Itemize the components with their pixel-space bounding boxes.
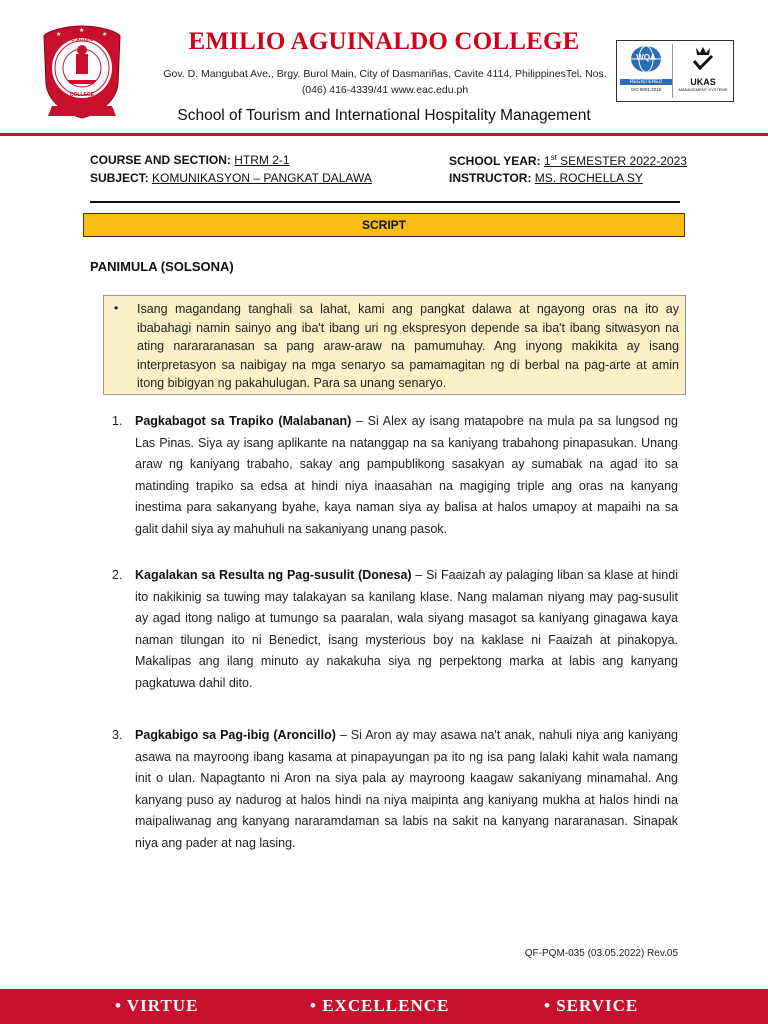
intro-text: Isang magandang tanghali sa lahat, kami ang pangkat dalawa at ngayong oras na ito ay ibabahagi namin sainyo ang iba't ibang uri ng ekspresyon depende sa iba't ibang sitwasyon na ating narararanasan sa pang araw-araw na pamumuhay. Ang inyong makikita ay isang interpretasyon sa naibigay na mga senaryo sa pamamagitan ng di berbal na pag-arte at amin itong bibigyan ng pakahulugan. Para sa unang senaryo. (137, 302, 679, 391)
certification-badges (616, 40, 734, 102)
item-title: Pagkabigo sa Pag-ibig (Aroncillo) (135, 728, 336, 742)
footer-excellence: • EXCELLENCE (310, 996, 450, 1015)
college-name: EMILIO AGUINALDO COLLEGE (188, 28, 580, 55)
course-label: COURSE AND SECTION: (90, 153, 231, 167)
item-title: Pagkabagot sa Trapiko (Malabanan) (135, 414, 352, 428)
wqa-iso: ISO 9001:2015 (630, 87, 662, 92)
item-text: – Si Aron ay may asawa na't anak, nahuli niya ang kaniyang asawa na mayroong ibang kasama at pinapayungan pa ito ng isa pang lalaki kahit wala namang init o ulan. Napagtanto ni Aron na siya pala ay mayroong kaagaw sakaniyang minamahal. Ang kanyang puso ay nadurog at halos hindi na niya maipinta ang kaniyang mukha at halos hindi na maipaliwanag ang kanyang nararamdaman sa labis na sakit na kanyang nararanasan. Sinapak niya ang pader at nag lasing. (135, 728, 678, 850)
college-address (140, 66, 630, 98)
item-title: Kagalakan sa Resulta ng Pag-susulit (Donesa) (135, 568, 412, 582)
intro-bullet: • (114, 301, 119, 315)
crown-check-icon (688, 44, 718, 72)
item-number: 3. (112, 728, 123, 742)
subject-value: KOMUNIKASYON – PANGKAT DALAWA (152, 171, 372, 185)
script-heading: SCRIPT (83, 213, 685, 237)
subject (90, 171, 372, 185)
ukas-label: UKAS (690, 77, 716, 87)
subject-label: SUBJECT: (90, 171, 149, 185)
instructor (449, 171, 643, 185)
wqa-badge (620, 44, 673, 98)
year-value-prefix: 1 (543, 154, 551, 168)
ukas-badge (677, 44, 729, 98)
year-value (544, 154, 687, 168)
footer-service: • SERVICE (544, 996, 639, 1015)
form-code: QF-PQM-035 (03.05.2022) Rev.05 (524, 948, 678, 959)
logo-text-bottom: COLLEGE (69, 92, 95, 98)
wqa-label: WQA (636, 53, 656, 62)
intro-heading: PANIMULA (SOLSONA) (90, 259, 234, 274)
ukas-sub: MANAGEMENT SYSTEMS (678, 87, 728, 92)
school-year (449, 153, 687, 168)
year-label: SCHOOL YEAR: (449, 154, 541, 168)
intro-box (103, 295, 686, 395)
item-number: 1. (112, 414, 123, 428)
svg-text:★: ★ (56, 32, 62, 38)
item-text: – Si Alex ay isang matapobre na mula pa sa lungsod ng Las Pinas. Siya ay isang aplikante na natanggap na sa kaniyang trabahong pinapasukan. Unang araw ng kaniyang trabaho, sakay ang pampublikong sasakyan ay sumabak na agad ito sa matinding trapiko sa edsa at hindi niya inaasahan na magiging triple ang oras na kanyang inestima para sakanyang byahe, kaya naman siya ay balisa at halos umapoy at mapaihi na sa galit dahil siya ay mahuhuli na sakaniyang unang pasok. (135, 414, 678, 536)
item-body (135, 565, 678, 694)
footer-bar (0, 989, 768, 1024)
footer-virtue: • VIRTUE (115, 996, 199, 1015)
course-section (90, 153, 290, 167)
address-line-2: (046) 416-4339/41 www.eac.edu.ph (301, 84, 469, 96)
svg-text:★: ★ (102, 32, 108, 38)
course-value: HTRM 2-1 (234, 153, 290, 167)
item-number: 2. (112, 568, 123, 582)
header-divider (0, 133, 768, 136)
meta-divider (90, 201, 680, 203)
svg-text:★: ★ (79, 28, 85, 34)
item-body (135, 411, 678, 540)
wqa-registered: REGISTERED (620, 79, 672, 85)
item-body (135, 725, 678, 854)
address-line-1: Gov. D. Mangubat Ave., Brgy. Burol Main, City of Dasmariñas, Cavite 4114, PhilippinesTel. Nos. (163, 68, 607, 80)
logo-text-top: EMILIO AGUINALDO (57, 37, 107, 43)
school-name: School of Tourism and International Hospitality Management (177, 107, 591, 124)
instructor-label: INSTRUCTOR: (449, 171, 532, 185)
instructor-value: MS. ROCHELLA SY (534, 171, 643, 185)
year-value-suffix: SEMESTER 2022-2023 (556, 154, 687, 168)
year-value-sup: st (550, 153, 557, 162)
item-text: – Si Faaizah ay palaging liban sa klase at hindi ito nakikinig sa tuwing may talakayan sa kanilang klase. Nang malaman niyang may pag-susulit ay agad itong naligo at tumungo sa paaralan, wala siyang masagot sa kaniyang ginagawa kaya naman tilungan ito ni Benedict, isang mysterious boy na kaklase ni Faaizah at pinakopya. Makalipas ang ilang minuto ay nakakuha siya ng perpektong marka at labis ang kanyang pagkatuwa dahil dito. (135, 568, 678, 690)
